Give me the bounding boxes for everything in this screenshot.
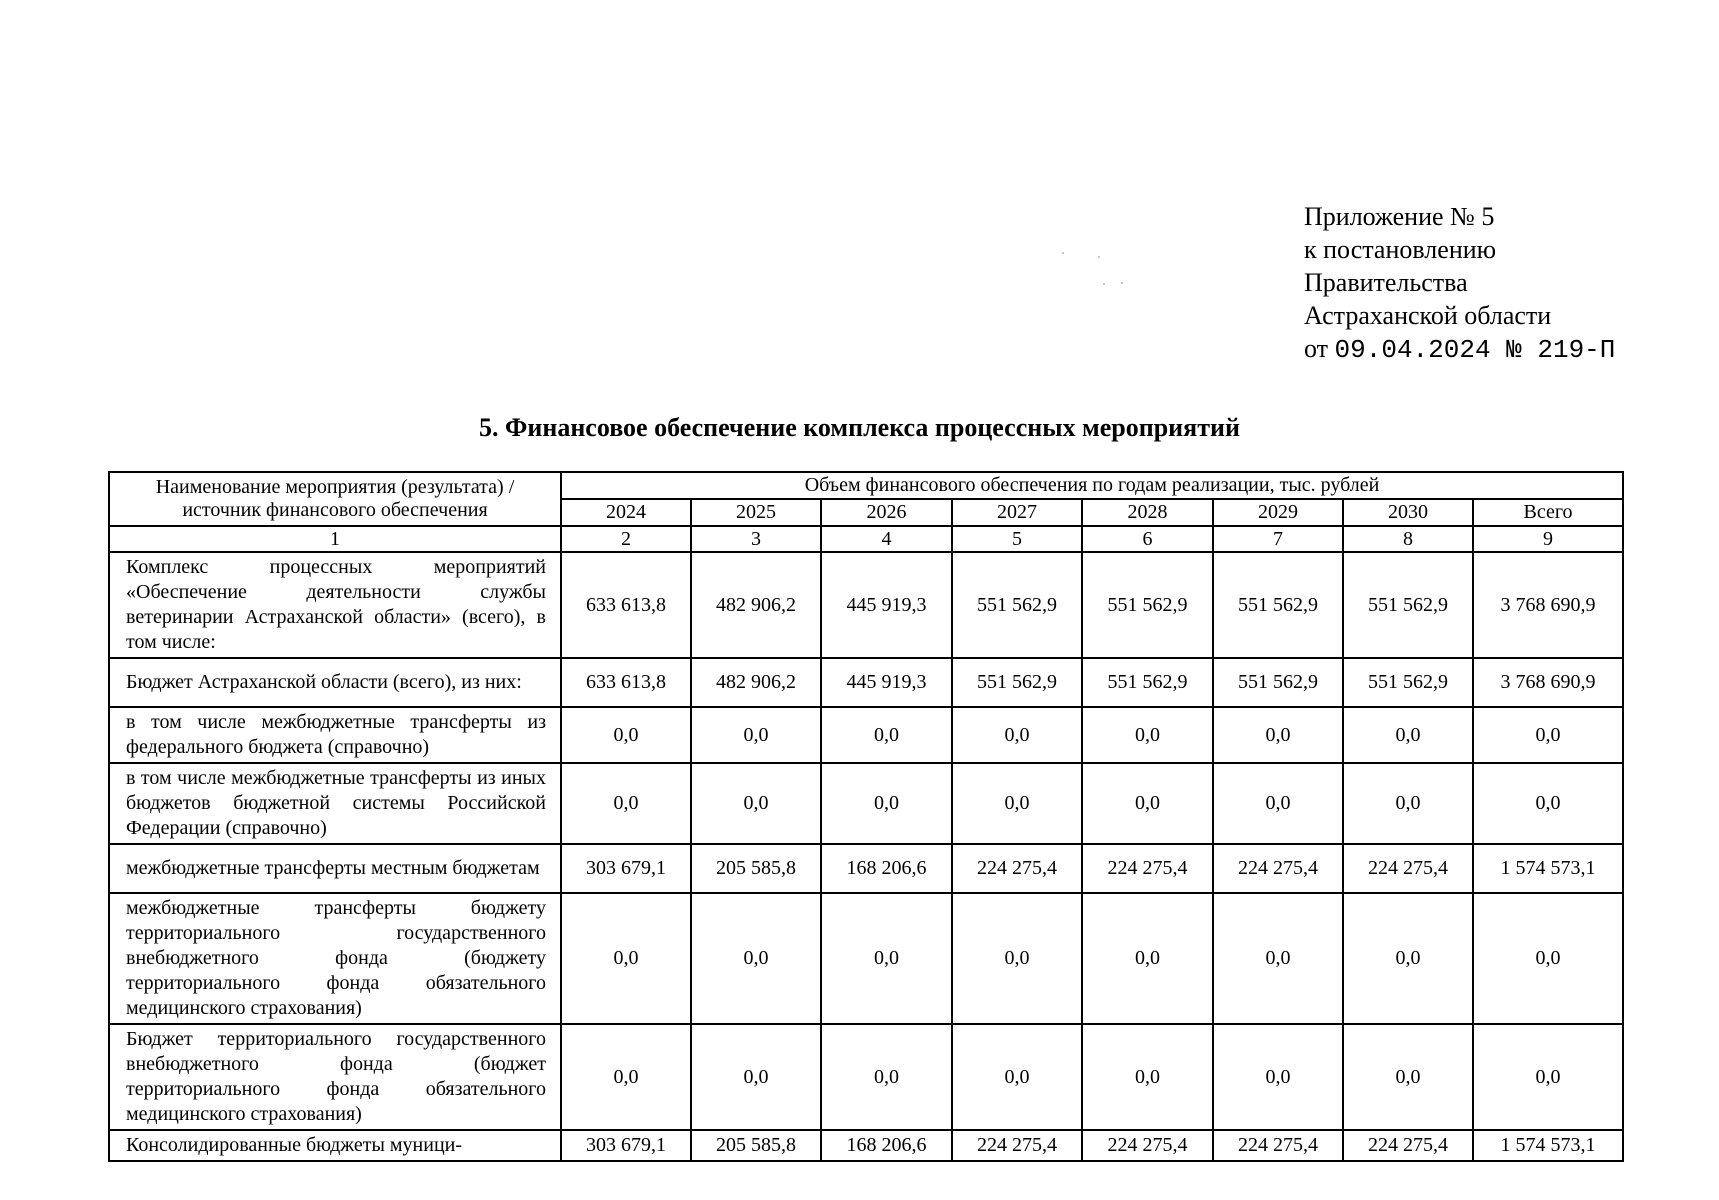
value-cell: 205 585,8 — [691, 844, 821, 893]
year-header: 2029 — [1213, 499, 1343, 526]
appendix-date-prefix: от — [1304, 334, 1329, 363]
scan-speck — [1121, 282, 1123, 284]
row-name: в том числе межбюджетные трансферты из иных бюджетов бюджетной системы Российской Федерации (справочно) — [109, 763, 561, 844]
appendix-line: Астраханской области — [1304, 301, 1552, 330]
value-cell: 224 275,4 — [1343, 844, 1473, 893]
value-cell: 0,0 — [821, 707, 952, 763]
table-row — [109, 844, 1623, 893]
row-name: Бюджет Астраханской области (всего), из них: — [109, 658, 561, 707]
value-cell: 0,0 — [952, 763, 1082, 844]
year-header: 2026 — [821, 499, 952, 526]
value-cell: 303 679,1 — [561, 844, 691, 893]
value-cell: 0,0 — [561, 707, 691, 763]
row-name: Комплекс процессных мероприятий «Обеспечение деятельности службы ветеринарии Астраханской области» (всего), в том числе: — [109, 552, 561, 658]
appendix-date-line — [1304, 332, 1615, 367]
appendix-line: Правительства — [1304, 268, 1468, 297]
value-cell: 482 906,2 — [691, 552, 821, 658]
row-name: межбюджетные трансферты бюджету территориального государственного внебюджетного фонда (бюджету территориального фонда обязательного медицинского страхования) — [109, 893, 561, 1024]
value-cell: 0,0 — [821, 763, 952, 844]
value-cell: 3 768 690,9 — [1473, 552, 1623, 658]
value-cell: 1 574 573,1 — [1473, 844, 1623, 893]
value-cell: 0,0 — [821, 893, 952, 1024]
row-name: в том числе межбюджетные трансферты из федерального бюджета (справочно) — [109, 707, 561, 763]
value-cell: 0,0 — [1082, 893, 1213, 1024]
value-cell: 445 919,3 — [821, 552, 952, 658]
section-title: 5. Финансовое обеспечение комплекса процессных мероприятий — [479, 413, 1240, 442]
value-cell: 0,0 — [1473, 893, 1623, 1024]
value-cell: 168 206,6 — [821, 1130, 952, 1161]
financing-table — [108, 471, 1624, 1162]
table-row — [109, 1130, 1623, 1161]
year-header: 2030 — [1343, 499, 1473, 526]
value-cell: 0,0 — [952, 707, 1082, 763]
value-cell: 205 585,8 — [691, 1130, 821, 1161]
table-body — [109, 552, 1623, 1161]
row-name: межбюджетные трансферты местным бюджетам — [109, 844, 561, 893]
value-cell: 0,0 — [561, 763, 691, 844]
value-cell: 551 562,9 — [1213, 658, 1343, 707]
value-cell: 3 768 690,9 — [1473, 658, 1623, 707]
value-cell: 0,0 — [821, 1024, 952, 1130]
column-number: 5 — [952, 526, 1082, 552]
value-cell: 224 275,4 — [1213, 1130, 1343, 1161]
value-cell: 224 275,4 — [1082, 1130, 1213, 1161]
appendix-line: к постановлению — [1304, 235, 1497, 264]
value-cell: 0,0 — [561, 1024, 691, 1130]
table-row — [109, 893, 1623, 1024]
column-number: 9 — [1473, 526, 1623, 552]
value-cell: 0,0 — [1343, 893, 1473, 1024]
value-cell: 0,0 — [1473, 763, 1623, 844]
value-cell: 303 679,1 — [561, 1130, 691, 1161]
column-number: 2 — [561, 526, 691, 552]
scan-speck — [1062, 252, 1064, 254]
column-number: 1 — [109, 526, 561, 552]
column-number: 7 — [1213, 526, 1343, 552]
value-cell: 0,0 — [1213, 707, 1343, 763]
value-cell: 0,0 — [1213, 1024, 1343, 1130]
year-header: Всего — [1473, 499, 1623, 526]
value-cell: 551 562,9 — [952, 658, 1082, 707]
table-row — [109, 658, 1623, 707]
value-cell: 0,0 — [691, 1024, 821, 1130]
table-row — [109, 1024, 1623, 1130]
appendix-date-number: 09.04.2024 № 219-П — [1334, 335, 1616, 365]
value-cell: 0,0 — [952, 1024, 1082, 1130]
year-header: 2028 — [1082, 499, 1213, 526]
value-cell: 0,0 — [952, 893, 1082, 1024]
table-header — [109, 472, 1623, 552]
value-cell: 224 275,4 — [1082, 844, 1213, 893]
value-cell: 1 574 573,1 — [1473, 1130, 1623, 1161]
table-row — [109, 707, 1623, 763]
value-cell: 0,0 — [691, 707, 821, 763]
value-cell: 633 613,8 — [561, 658, 691, 707]
column-number: 3 — [691, 526, 821, 552]
value-cell: 0,0 — [1343, 1024, 1473, 1130]
value-cell: 551 562,9 — [1082, 658, 1213, 707]
value-cell: 0,0 — [1213, 893, 1343, 1024]
year-header: 2027 — [952, 499, 1082, 526]
column-number: 8 — [1343, 526, 1473, 552]
value-cell: 0,0 — [1473, 707, 1623, 763]
value-cell: 633 613,8 — [561, 552, 691, 658]
table-row — [109, 552, 1623, 658]
volume-header: Объем финансового обеспечения по годам реализации, тыс. рублей — [561, 472, 1623, 499]
value-cell: 0,0 — [561, 893, 691, 1024]
value-cell: 224 275,4 — [1213, 844, 1343, 893]
appendix-line: Приложение № 5 — [1304, 202, 1495, 231]
column-number: 4 — [821, 526, 952, 552]
value-cell: 0,0 — [1082, 707, 1213, 763]
value-cell: 0,0 — [1343, 763, 1473, 844]
value-cell: 551 562,9 — [1343, 552, 1473, 658]
value-cell: 551 562,9 — [1343, 658, 1473, 707]
name-column-header: Наименование мероприятия (результата) / источник финансового обеспечения — [109, 472, 561, 526]
value-cell: 0,0 — [1082, 763, 1213, 844]
value-cell: 551 562,9 — [1213, 552, 1343, 658]
appendix-block — [1304, 200, 1615, 367]
scan-speck — [1098, 256, 1100, 258]
table-row — [109, 763, 1623, 844]
value-cell: 224 275,4 — [952, 1130, 1082, 1161]
value-cell: 0,0 — [1213, 763, 1343, 844]
column-number-row — [109, 526, 1623, 552]
row-name: Консолидированные бюджеты муници- — [109, 1130, 561, 1161]
year-header: 2025 — [691, 499, 821, 526]
year-header: 2024 — [561, 499, 691, 526]
value-cell: 0,0 — [691, 893, 821, 1024]
value-cell: 168 206,6 — [821, 844, 952, 893]
value-cell: 551 562,9 — [952, 552, 1082, 658]
value-cell: 0,0 — [1473, 1024, 1623, 1130]
value-cell: 224 275,4 — [1343, 1130, 1473, 1161]
value-cell: 0,0 — [1343, 707, 1473, 763]
value-cell: 482 906,2 — [691, 658, 821, 707]
value-cell: 551 562,9 — [1082, 552, 1213, 658]
scan-speck — [1103, 283, 1105, 285]
value-cell: 445 919,3 — [821, 658, 952, 707]
value-cell: 0,0 — [691, 763, 821, 844]
value-cell: 224 275,4 — [952, 844, 1082, 893]
row-name: Бюджет территориального государственного внебюджетного фонда (бюджет территориального фонда обязательного медицинского страхования) — [109, 1024, 561, 1130]
value-cell: 0,0 — [1082, 1024, 1213, 1130]
column-number: 6 — [1082, 526, 1213, 552]
